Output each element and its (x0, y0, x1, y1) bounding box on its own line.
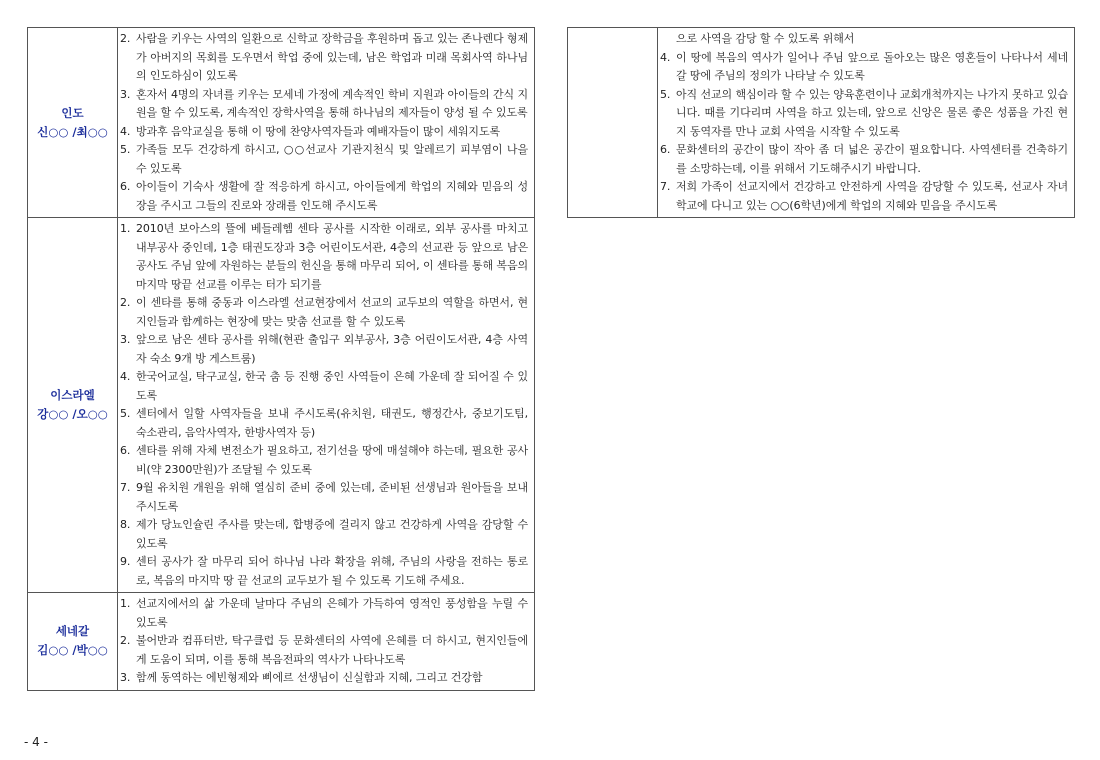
prayer-item (660, 30, 1068, 49)
item-text: 사람을 키우는 사역의 일환으로 신학교 장학금을 후원하며 돕고 있는 존나렌다 형제가 아버지의 목회를 도우면서 학업 중에 있는데, 남은 학업과 미래 목회사역 하나님의 인도하심이 있도록 (136, 32, 528, 82)
missionary-name: 강○○ /오○○ (37, 407, 108, 421)
prayer-item (120, 595, 528, 632)
item-text: 제가 당뇨인슐린 주사를 맞는데, 합병증에 걸리지 않고 건강하게 사역을 감당할 수 있도록 (136, 518, 528, 550)
prayer-item (120, 141, 528, 178)
items-cell-senegal-continued (658, 28, 1075, 218)
name-cell-empty (568, 28, 658, 218)
prayer-item (120, 479, 528, 516)
item-number: 7. (660, 180, 671, 193)
country-name: 세네갈 (55, 624, 90, 639)
item-number: 1. (120, 597, 131, 610)
item-text: 한국어교실, 탁구교실, 한국 춤 등 진행 중인 사역들이 은혜 가운데 잘 되어질 수 있도록 (136, 370, 528, 402)
item-text: 함께 동역하는 에빈형제와 삐에르 선생님이 신실함과 지혜, 그리고 건강함 (136, 671, 483, 684)
item-text: 불어반과 컴퓨터반, 탁구클럽 등 문화센터의 사역에 은혜를 더 하시고, 현지인들에게 도움이 되며, 이를 통해 복음전파의 역사가 나타나도록 (136, 634, 528, 666)
prayer-item (120, 30, 528, 86)
item-text: 2010년 보아스의 뜰에 베들레헴 센타 공사를 시작한 이래로, 외부 공사를 마치고 내부공사 중인데, 1층 태권도장과 3층 어린이도서관, 4층의 선교관 등 앞으로 남은 공사도 주님 앞에 자원하는 분들의 헌신을 통해 마무리 되어, 이 센타를 통해 복음의 마지막 땅끝 선교를 이루는 터가 되기를 (136, 222, 528, 291)
item-number: 6. (120, 180, 131, 193)
page-number: - 4 - (24, 735, 48, 749)
country-name: 이스라엘 (50, 388, 95, 402)
missionary-name: 신○○ /최○○ (37, 124, 108, 139)
item-number: 5. (120, 407, 131, 420)
item-text: 방과후 음악교실을 통해 이 땅에 찬양사역자들과 예배자들이 많이 세워지도록 (136, 124, 501, 138)
item-text: 혼자서 4명의 자녀를 키우는 모세네 가정에 계속적인 학비 지원과 아이들의 간식 지원을 할 수 있도록, 계속적인 장학사역을 통해 하나님의 제자들이 양성 될 수 있도록 (136, 87, 528, 119)
item-text: 으로 사역을 감당 할 수 있도록 위해서 (676, 32, 855, 45)
item-number: 5. (660, 87, 671, 101)
item-number: 3. (120, 333, 131, 346)
prayer-list-israel (118, 218, 534, 592)
prayer-item (660, 178, 1068, 215)
items-cell-israel (118, 218, 535, 593)
item-text: 이 땅에 복음의 역사가 일어나 주님 앞으로 돌아오는 많은 영혼들이 나타나서 세네갈 땅에 주님의 정의가 나타날 수 있도록 (676, 50, 1068, 82)
prayer-list-senegal (118, 593, 534, 690)
prayer-item (120, 632, 528, 669)
section-row-senegal (28, 593, 535, 691)
name-cell-india (28, 28, 118, 218)
country-name: 인도 (61, 105, 84, 120)
prayer-table-right (567, 27, 1075, 218)
prayer-item (120, 294, 528, 331)
item-text: 선교지에서의 삶 가운데 날마다 주님의 은혜가 가득하여 영적인 풍성함을 누릴 수 있도록 (136, 597, 528, 629)
item-text: 문화센터의 공간이 많이 작아 좀 더 넓은 공간이 필요합니다. 사역센터를 건축하기를 소망하는데, 이를 위해서 기도해주시기 바랍니다. (676, 143, 1068, 175)
prayer-item (120, 368, 528, 405)
item-text: 가족들 모두 건강하게 하시고, ○○선교사 기관지천식 및 알레르기 피부염이 나을 수 있도록 (136, 143, 528, 175)
item-number: 3. (120, 87, 131, 101)
section-row-india (28, 28, 535, 218)
prayer-item (660, 49, 1068, 86)
section-row-israel (28, 218, 535, 593)
item-number: 6. (120, 444, 131, 457)
prayer-item (120, 442, 528, 479)
prayer-item (120, 86, 528, 123)
prayer-item (120, 405, 528, 442)
item-text: 저희 가족이 선교지에서 건강하고 안전하게 사역을 감당할 수 있도록, 선교사 자녀 학교에 다니고 있는 ○○(6학년)에게 학업의 지혜와 믿음을 주시도록 (676, 180, 1068, 212)
item-number: 3. (120, 671, 131, 684)
prayer-item (120, 178, 528, 215)
prayer-item (120, 331, 528, 368)
prayer-table-left (27, 27, 535, 691)
item-number: 2. (120, 634, 131, 647)
item-text: 앞으로 남은 센타 공사를 위해(현관 출입구 외부공사, 3층 어린이도서관, 4층 사역자 숙소 9개 방 게스트룸) (136, 333, 528, 365)
items-cell-senegal (118, 593, 535, 691)
item-number: 2. (120, 32, 131, 45)
item-text: 센타를 위해 자체 변전소가 필요하고, 전기선을 땅에 매설해야 하는데, 필요한 공사비(약 2300만원)가 조달될 수 있도록 (136, 444, 528, 476)
item-number (660, 30, 676, 49)
section-row-senegal-continued (568, 28, 1075, 218)
prayer-item (660, 141, 1068, 178)
prayer-item (660, 86, 1068, 142)
items-cell-india (118, 28, 535, 218)
item-number: 2. (120, 296, 131, 309)
item-number: 4. (120, 370, 131, 383)
item-text: 아직 선교의 핵심이라 할 수 있는 양육훈련이나 교회개척까지는 나가지 못하고 있습니다. 때를 기다리며 사역을 하고 있는데, 앞으로 신앙은 물론 좋은 성품을 가진 현지 동역자를 만나 교회 사역을 시작할 수 있도록 (676, 87, 1068, 138)
missionary-name: 김○○ /박○○ (37, 643, 108, 658)
item-number: 4. (660, 50, 671, 64)
item-number: 9. (120, 555, 131, 568)
prayer-item (120, 123, 528, 142)
item-text: 이 센타를 통해 중동과 이스라엘 선교현장에서 선교의 교두보의 역할을 하면서, 현지인들과 함께하는 현장에 맞는 맞춤 선교를 할 수 있도록 (136, 296, 528, 328)
item-number: 6. (660, 143, 671, 156)
item-number: 8. (120, 518, 131, 531)
prayer-item (120, 220, 528, 294)
item-text: 아이들이 기숙사 생활에 잘 적응하게 하시고, 아이들에게 학업의 지혜와 믿음의 성장을 주시고 그들의 진로와 장래를 인도해 주시도록 (136, 180, 528, 212)
item-number: 5. (120, 143, 131, 156)
item-number: 7. (120, 481, 131, 494)
item-number: 1. (120, 222, 131, 235)
name-cell-israel (28, 218, 118, 593)
prayer-item (120, 553, 528, 590)
item-text: 센터 공사가 잘 마무리 되어 하나님 나라 확장을 위해, 주님의 사랑을 전하는 통로로, 복음의 마지막 땅 끝 선교의 교두보가 될 수 있도록 기도해 주세요. (136, 555, 528, 587)
prayer-item (120, 669, 528, 688)
item-text: 센터에서 일할 사역자들을 보내 주시도록(유치원, 태권도, 행정간사, 중보기도팀, 숙소관리, 음악사역자, 한방사역자 등) (136, 407, 528, 439)
prayer-list-senegal-continued (658, 28, 1074, 217)
item-text: 9월 유치원 개원을 위해 열심히 준비 중에 있는데, 준비된 선생님과 원아들을 보내 주시도록 (136, 481, 528, 513)
prayer-item (120, 516, 528, 553)
item-number: 4. (120, 124, 131, 138)
name-cell-senegal (28, 593, 118, 691)
prayer-list-india (118, 28, 534, 217)
